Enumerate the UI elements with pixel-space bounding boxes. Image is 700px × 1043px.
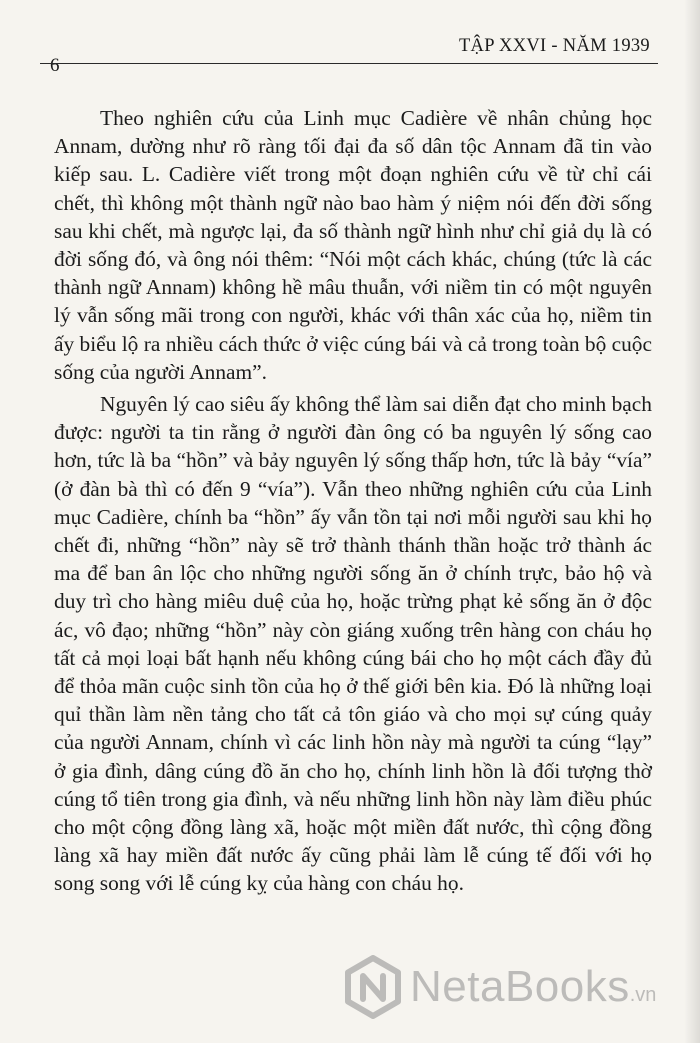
netabooks-logo-icon bbox=[340, 954, 406, 1020]
running-head: TẬP XXVI - NĂM 1939 bbox=[458, 36, 650, 56]
page-edge-shadow bbox=[684, 0, 700, 1043]
body-text bbox=[54, 104, 652, 898]
watermark-text bbox=[410, 962, 656, 1020]
watermark-brand: NetaBooks bbox=[410, 962, 630, 1011]
netabooks-watermark bbox=[340, 954, 690, 1024]
paragraph-1: Theo nghiên cứu của Linh mục Cadière về nhân chủng học Annam, dường như rõ ràng tối đại đa số dân tộc Annam đã tin vào kiếp sau. L. Cadière viết trong một đoạn nghiên cứu về từ chỉ cái chết, thì không một thành ngữ nào bao hàm ý niệm nói đến đời sống sau khi chết, mà ngược lại, đa số thành ngữ hình như chỉ giả dụ là có đời sống đó, và ông nói thêm: “Nói một cách khác, chúng (tức là các thành ngữ Annam) không hề mâu thuẫn, với niềm tin có một nguyên lý vẫn sống mãi trong con người, khác với thân xác của họ, niềm tin ấy biểu lộ ra nhiều cách thức ở việc cúng bái và cả trong toàn bộ cuộc sống của người Annam”. bbox=[54, 106, 652, 384]
header-rule bbox=[40, 63, 658, 64]
page-header bbox=[40, 34, 658, 74]
paragraph-2: Nguyên lý cao siêu ấy không thể làm sai diễn đạt cho minh bạch được: người ta tin rằng ở người đàn ông có ba nguyên lý sống cao hơn, tức là ba “hồn” và bảy nguyên lý sống thấp hơn, tức là bảy “vía” (ở đàn bà thì có đến 9 “vía”). Vẫn theo những nghiên cứu của Linh mục Cadière, chính ba “hồn” ấy vẫn tồn tại nơi mỗi người sau khi họ chết đi, những “hồn” này sẽ trở thành thánh thần hoặc trở thành ác ma để ban ân lộc cho những người sống ăn ở chính trực, bảo hộ và duy trì cho hàng miêu duệ của họ, hoặc trừng phạt kẻ sống ăn ở độc ác, vô đạo; những “hồn” này còn giáng xuống trên hàng con cháu họ tất cả mọi loại bất hạnh nếu không cúng bái cho họ một cách đầy đủ để thỏa mãn cuộc sinh tồn của họ ở thế giới bên kia. Đó là những loại quỉ thần làm nền tảng cho tất cả tôn giáo và cho mọi sự cúng quảy của người Annam, chính vì các linh hồn này mà người ta cúng “lạy” ở gia đình, dâng cúng đồ ăn cho họ, chính linh hồn là đối tượng thờ cúng tổ tiên trong gia đình, và nếu những linh hồn này làm điều phúc cho một cộng đồng làng xã, hoặc một miền đất nước, thì cộng đồng làng xã hay miền đất nước ấy cũng phải làm lễ cúng tế đối với họ song song với lễ cúng kỵ của hàng con cháu họ. bbox=[54, 392, 652, 896]
page-number: 6 bbox=[50, 55, 60, 76]
watermark-suffix: .vn bbox=[629, 984, 657, 1006]
